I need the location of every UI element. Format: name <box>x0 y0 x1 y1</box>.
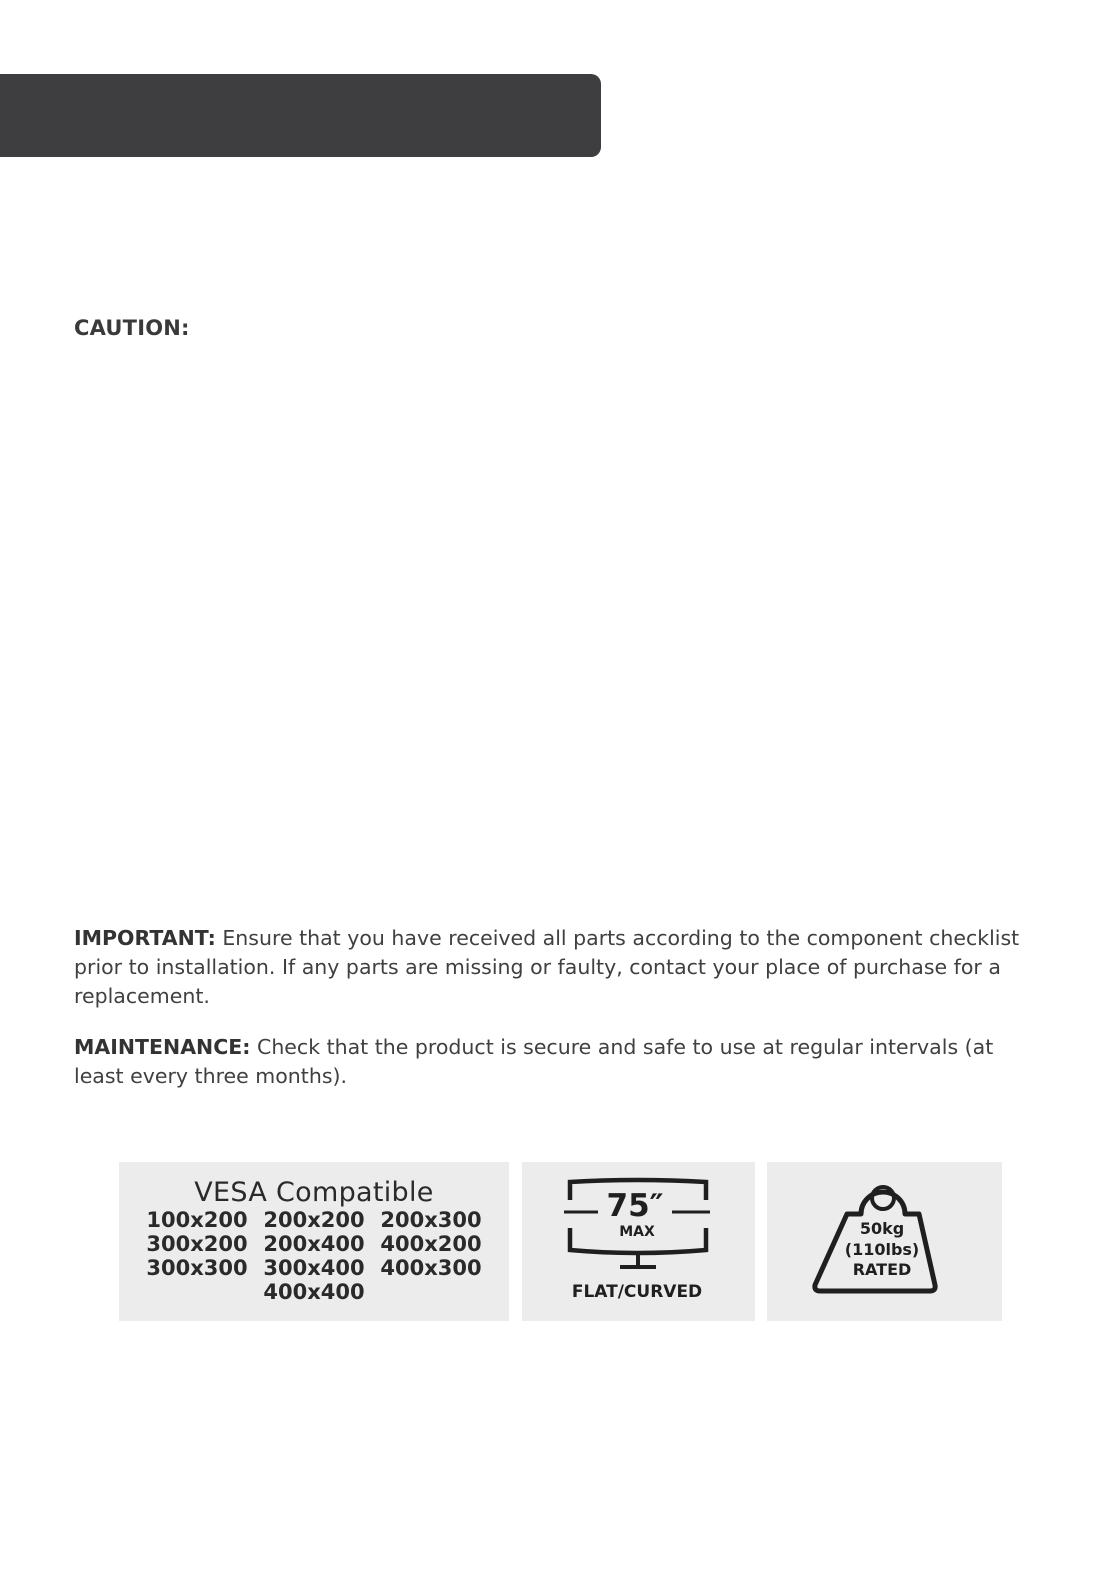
weight-icon <box>767 1162 1002 1321</box>
caution-heading: CAUTION: <box>74 316 190 340</box>
weight-rating-badge <box>767 1162 1002 1321</box>
vesa-size: 400x400 <box>263 1280 365 1304</box>
maintenance-note <box>74 1033 1049 1091</box>
vesa-size: 200x300 <box>380 1208 482 1232</box>
screen-type: FLAT/CURVED <box>571 1282 703 1302</box>
vesa-size: 300x300 <box>146 1256 248 1280</box>
vesa-title: VESA Compatible <box>194 1177 434 1208</box>
monitor-icon <box>522 1162 755 1321</box>
header-bar <box>0 74 601 157</box>
weight-kg: 50kg <box>859 1219 905 1238</box>
vesa-size: 200x400 <box>263 1232 365 1256</box>
important-label: IMPORTANT: <box>74 926 216 950</box>
vesa-size-list <box>138 1208 490 1304</box>
vesa-size: 100x200 <box>146 1208 248 1232</box>
important-text: Ensure that you have received all parts according to the component checklist prior to installation. If any parts are missing or faulty, contact your place of purchase for a replacement. <box>74 926 1020 1008</box>
maintenance-label: MAINTENANCE: <box>74 1035 251 1059</box>
vesa-compatible-badge <box>119 1162 509 1321</box>
vesa-size: 300x200 <box>146 1232 248 1256</box>
weight-lbs: (110lbs) <box>844 1240 920 1259</box>
vesa-size: 200x200 <box>263 1208 365 1232</box>
vesa-size: 400x300 <box>380 1256 482 1280</box>
weight-rated: RATED <box>852 1260 912 1279</box>
maintenance-text: Check that the product is secure and safe to use at regular intervals (at least every three months). <box>74 1035 994 1088</box>
screen-size-value: 75″ <box>606 1188 664 1224</box>
screen-size-badge <box>522 1162 755 1321</box>
important-note <box>74 924 1049 1011</box>
vesa-size: 300x400 <box>263 1256 365 1280</box>
screen-size-max: MAX <box>619 1224 655 1240</box>
vesa-size: 400x200 <box>380 1232 482 1256</box>
